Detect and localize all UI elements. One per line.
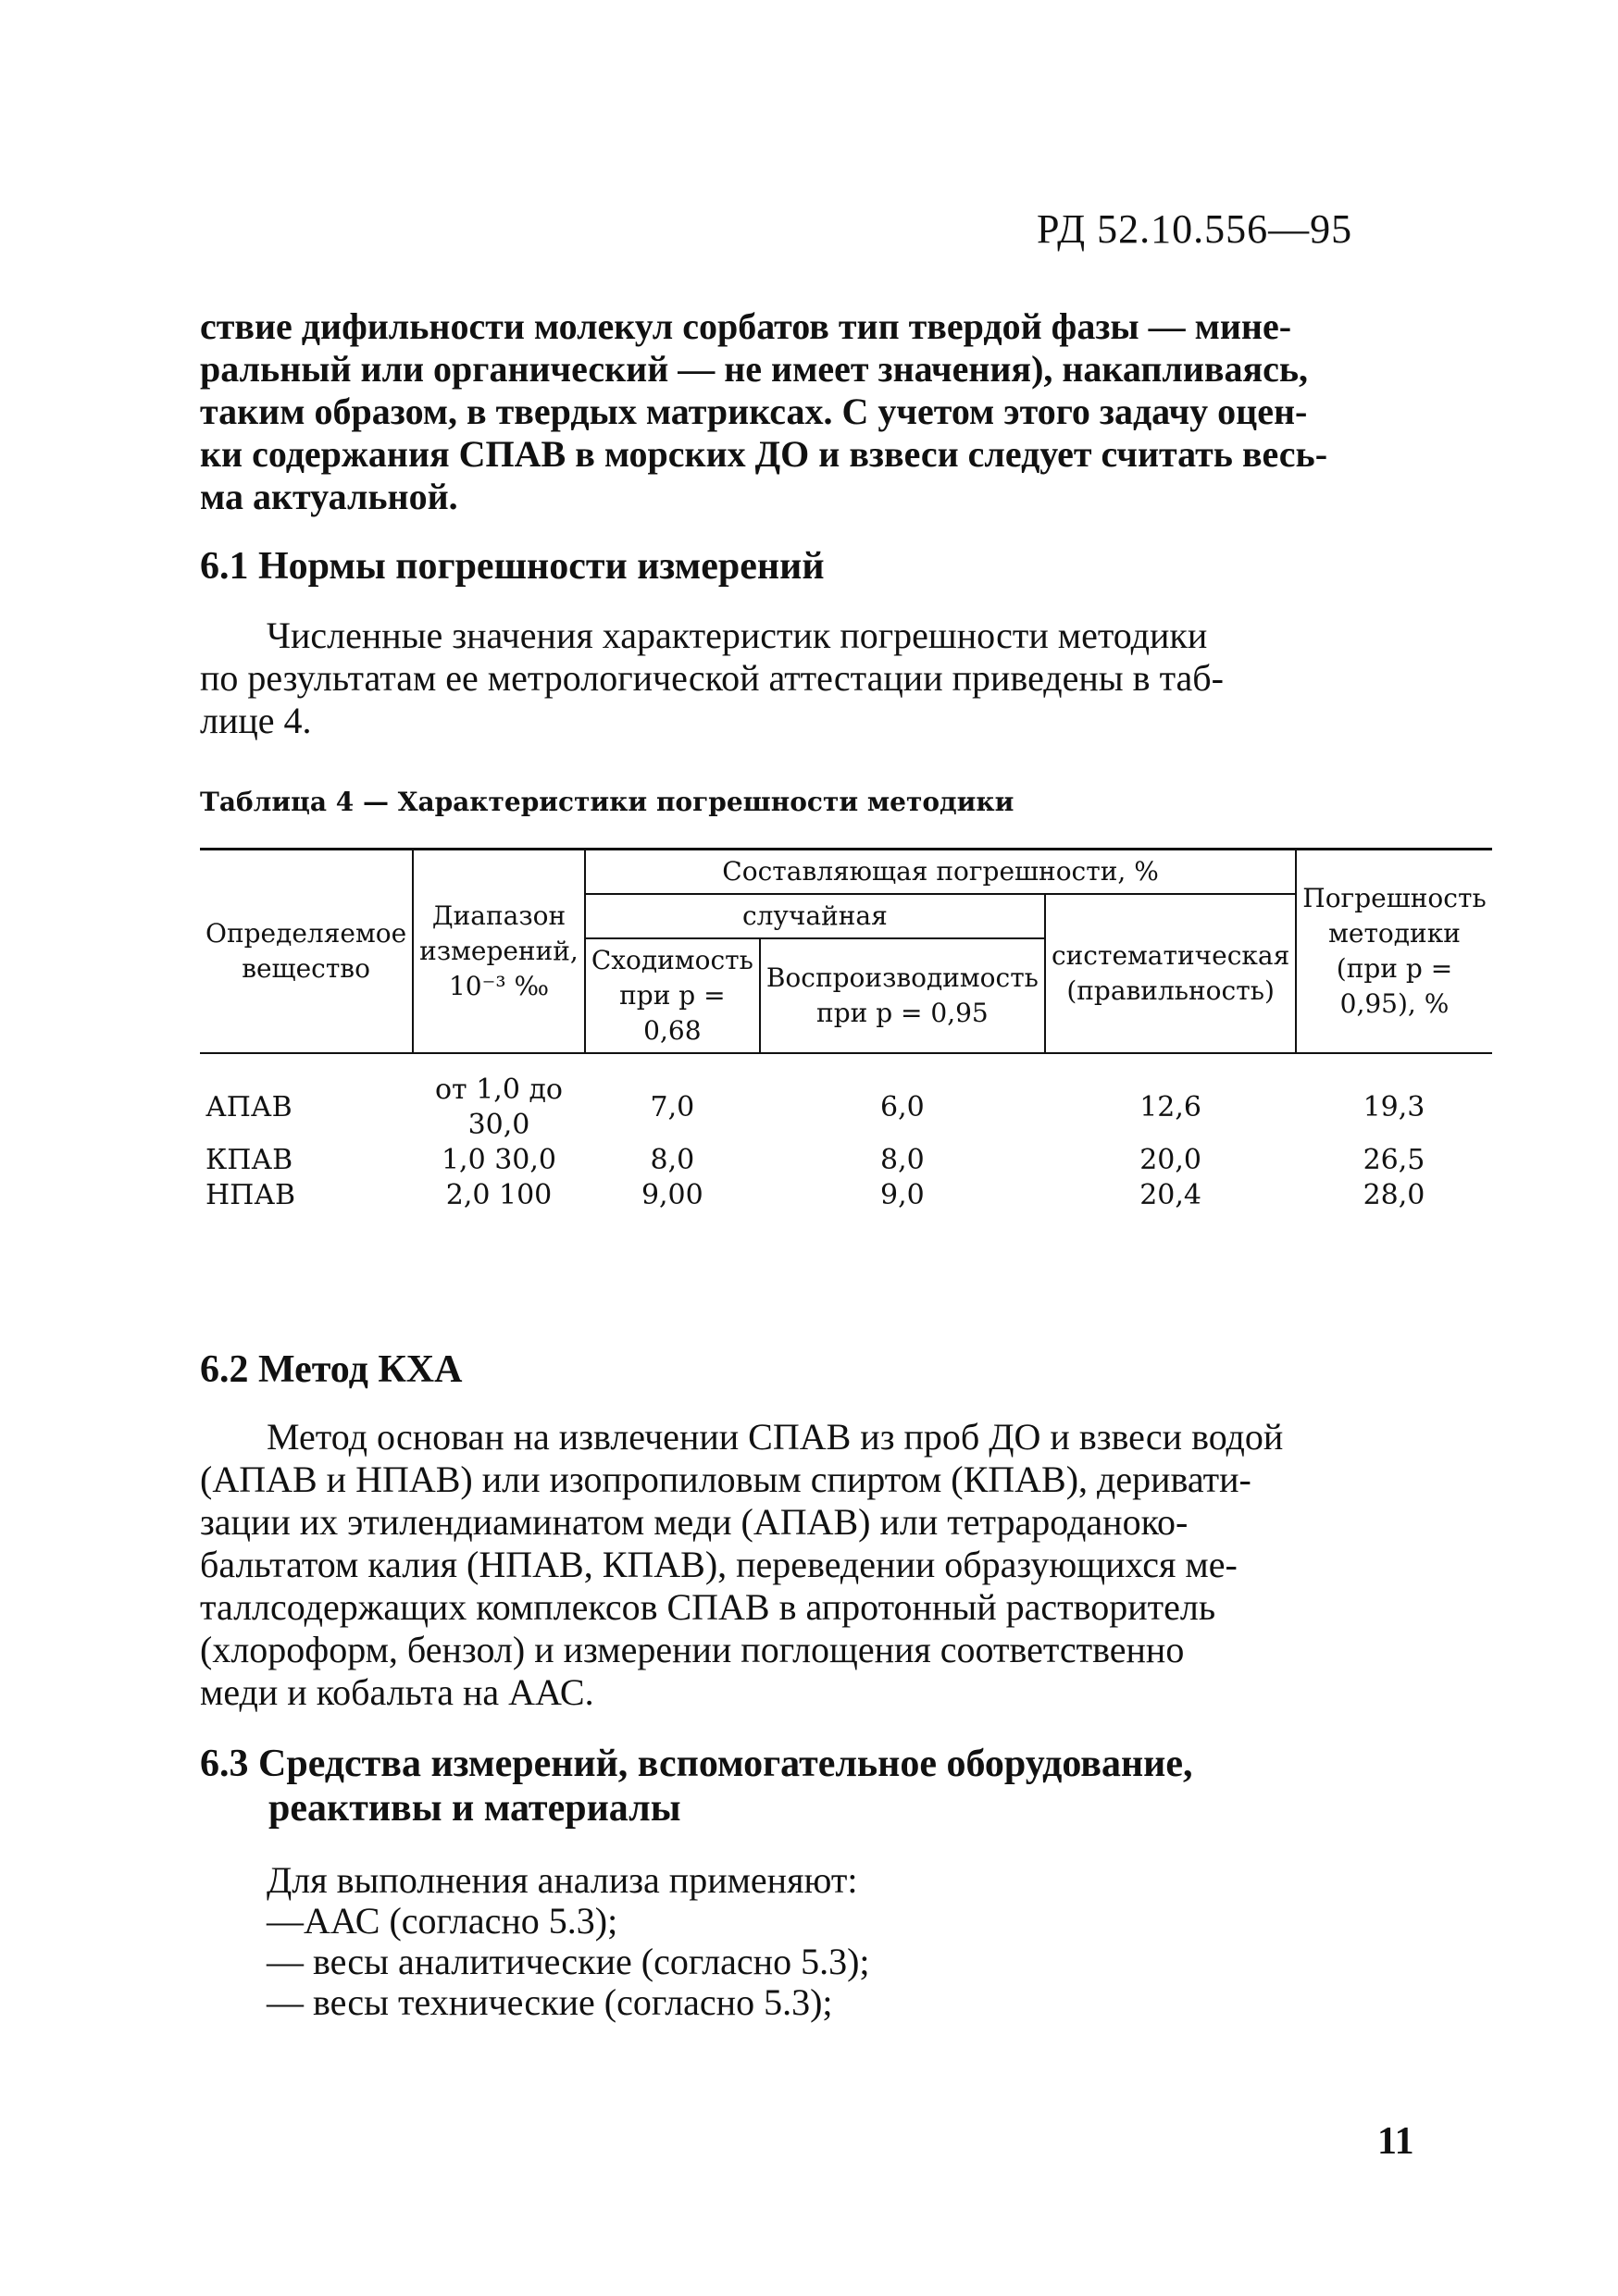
header-convergence: Сходимость при р = 0,68 [585, 938, 760, 1053]
cell-convergence: 7,0 [650, 1091, 695, 1123]
table-caption: Таблица 4 — Характеристики погрешности методики [200, 787, 1014, 817]
cell-systematic: 20,0 [1139, 1144, 1201, 1176]
header-method-error: Погрешность методики (при р = 0,95), % [1296, 850, 1491, 1054]
list-item: —ААС (согласно 5.3); [267, 1900, 618, 1942]
cell-range: 1,0 30,0 [441, 1144, 557, 1176]
cell-substance: АПАВ [205, 1091, 292, 1123]
text-line: по результатам ее метрологической аттестации приведены в таб- [200, 657, 1224, 699]
cell-reproducibility: 9,0 [880, 1179, 925, 1211]
section-6-3-title-line2: реактивы и материалы [268, 1787, 681, 1830]
header-substance: Определяемое вещество [200, 850, 413, 1054]
page-number: 11 [1377, 2120, 1414, 2163]
cell-systematic: 20,4 [1139, 1179, 1201, 1211]
section-6-1-title: 6.1 Нормы погрешности измерений [200, 545, 825, 588]
cell-method-error: 28,0 [1363, 1179, 1425, 1211]
text-line: ки содержания СПАВ в морских ДО и взвеси следует считать весь- [200, 433, 1328, 475]
section-6-3-title-line1: 6.3 Средства измерений, вспомогательное оборудование, [200, 1743, 1193, 1785]
header-range: Диапазон измерений, 10⁻³ ‰ [413, 850, 585, 1054]
text-line: (хлороформ, бензол) и измерении поглощения соответственно [200, 1629, 1185, 1670]
equipment-list [267, 1860, 870, 2023]
text-line: ральный или органический — не имеет значения), накапливаясь, [200, 348, 1309, 390]
cell-convergence: 9,00 [641, 1179, 703, 1211]
cell-systematic: 12,6 [1139, 1091, 1201, 1123]
text-line: Метод основан на извлечении СПАВ из проб ДО и взвеси водой [267, 1416, 1284, 1458]
text-line: бальтатом калия (НПАВ, КПАВ), переведении образующихся ме- [200, 1544, 1238, 1585]
header-component: Составляющая погрешности, % [585, 850, 1296, 895]
list-item: — весы технические (согласно 5.3); [267, 1981, 833, 2023]
text-line: зации их этилендиаминатом меди (АПАВ) или тетрароданоко- [200, 1501, 1189, 1543]
table-row [200, 1053, 1492, 1143]
list-item: — весы аналитические (согласно 5.3); [267, 1941, 870, 1982]
table-row [200, 1143, 1492, 1178]
section-6-3-title [200, 1742, 1193, 1831]
cell-substance: НПАВ [205, 1179, 296, 1211]
cell-range: 2,0 100 [445, 1179, 553, 1211]
section-6-2-paragraph [200, 1416, 1431, 1714]
text-line: ма актуальной. [200, 476, 458, 517]
header-reproducibility: Воспроизводимость при р = 0,95 [760, 938, 1045, 1053]
cell-reproducibility: 6,0 [880, 1091, 925, 1123]
header-random: случайная [585, 894, 1045, 938]
text-line: таким образом, в твердых матриксах. С учетом этого задачу оцен- [200, 391, 1308, 432]
list-intro: Для выполнения анализа применяют: [267, 1859, 858, 1901]
text-line: (АПАВ и НПАВ) или изопропиловым спиртом (КПАВ), деривати- [200, 1458, 1251, 1500]
cell-method-error: 19,3 [1363, 1091, 1425, 1123]
cell-range: от 1,0 до 30,0 [435, 1074, 563, 1141]
intro-paragraph [200, 305, 1431, 518]
section-6-2-title: 6.2 Метод КХА [200, 1348, 463, 1391]
text-line: ствие дифильности молекул сорбатов тип твердой фазы — мине- [200, 305, 1292, 347]
text-line: лице 4. [200, 700, 312, 741]
section-6-1-paragraph [200, 614, 1431, 742]
cell-convergence: 8,0 [650, 1144, 695, 1176]
text-line: Численные значения характеристик погрешности методики [267, 614, 1208, 656]
table-row [200, 1178, 1492, 1213]
header-systematic: систематическая (правильность) [1045, 894, 1296, 1053]
cell-reproducibility: 8,0 [880, 1144, 925, 1176]
text-line: меди и кобальта на ААС. [200, 1671, 594, 1713]
error-characteristics-table [200, 848, 1492, 1213]
cell-substance: КПАВ [205, 1144, 293, 1176]
document-code: РД 52.10.556—95 [1037, 206, 1353, 252]
cell-method-error: 26,5 [1363, 1144, 1425, 1176]
text-line: таллсодержащих комплексов СПАВ в апротонный растворитель [200, 1586, 1216, 1628]
